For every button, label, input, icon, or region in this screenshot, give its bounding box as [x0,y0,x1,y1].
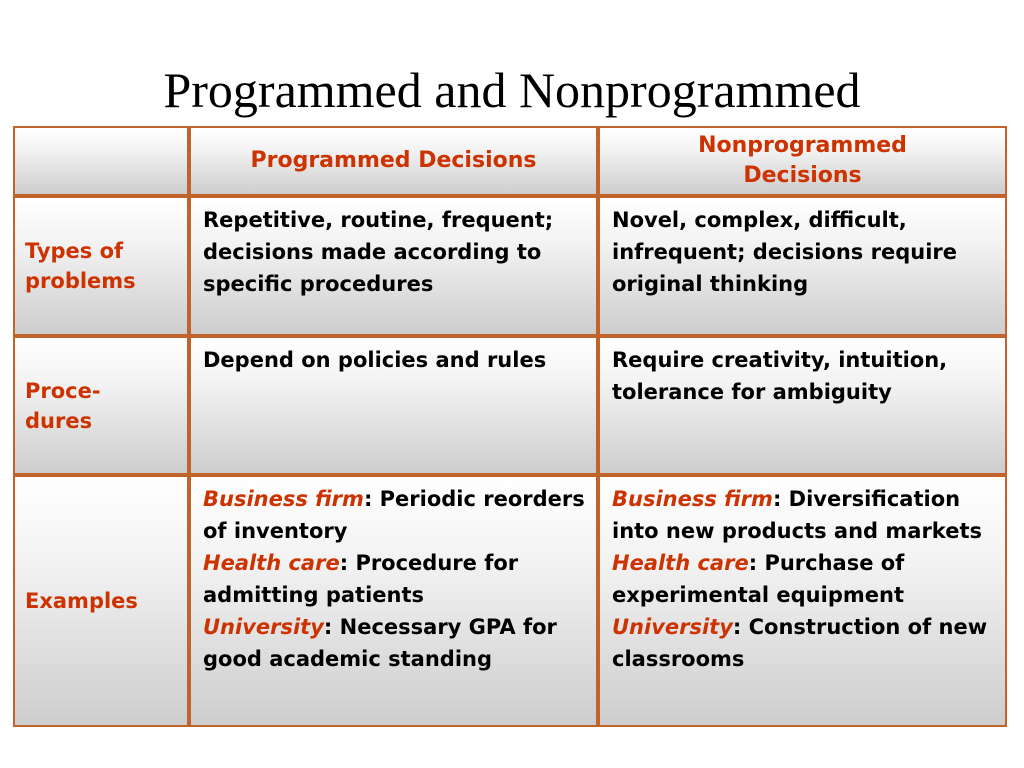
cell-examples-nonprogrammed [598,475,1007,727]
cell-procedures-programmed-text: Depend on policies and rules [203,348,547,372]
row-label-examples-text: Examples [25,589,138,613]
row-label-types [13,196,189,336]
header-corner-cell [13,126,189,196]
cell-examples-programmed [189,475,598,727]
example-text: Diversification into new products and markets [612,487,982,543]
example-key: University [203,615,324,639]
example-key: University [612,615,733,639]
example-text: Periodic reorders of inventory [203,487,585,543]
example-item: Business firm: Diversification into new products and markets [612,487,982,543]
cell-types-nonprogrammed-text: Novel, complex, difficult, infrequent; decisions require original thinking [612,208,957,296]
example-text: Necessary GPA for good academic standing [203,615,557,671]
example-text: Construction of new classrooms [612,615,988,671]
example-item: Health care: Purchase of experimental equipment [612,551,905,607]
cell-procedures-nonprogrammed-text: Require creativity, intuition, tolerance for ambiguity [612,348,948,404]
header-nonprogrammed-label: Nonprogrammed Decisions [698,133,907,188]
row-label-procedures [13,336,189,475]
row-label-types-text: Types of problems [25,239,136,293]
cell-types-programmed [189,196,598,336]
cell-types-nonprogrammed [598,196,1007,336]
example-item: University: Construction of new classrooms [612,615,988,671]
example-key: Business firm [203,487,364,511]
cell-procedures-nonprogrammed [598,336,1007,475]
header-programmed-label: Programmed Decisions [250,148,537,173]
comparison-table [13,126,1007,727]
slide-title: Programmed and Nonprogrammed [163,62,861,118]
example-item: Business firm: Periodic reorders of inventory [203,487,585,543]
example-key: Health care [612,551,749,575]
header-nonprogrammed [598,126,1007,196]
example-item: University: Necessary GPA for good academic standing [203,615,557,671]
cell-procedures-programmed [189,336,598,475]
example-text: Procedure for admitting patients [203,551,519,607]
example-key: Business firm [612,487,773,511]
row-label-procedures-text: Proce-dures [25,378,101,433]
example-text: Purchase of experimental equipment [612,551,905,607]
example-key: Health care [203,551,340,575]
cell-types-programmed-text: Repetitive, routine, frequent; decisions made according to specific procedures [203,208,554,296]
header-programmed [189,126,598,196]
example-item: Health care: Procedure for admitting patients [203,551,519,607]
row-label-examples [13,475,189,727]
